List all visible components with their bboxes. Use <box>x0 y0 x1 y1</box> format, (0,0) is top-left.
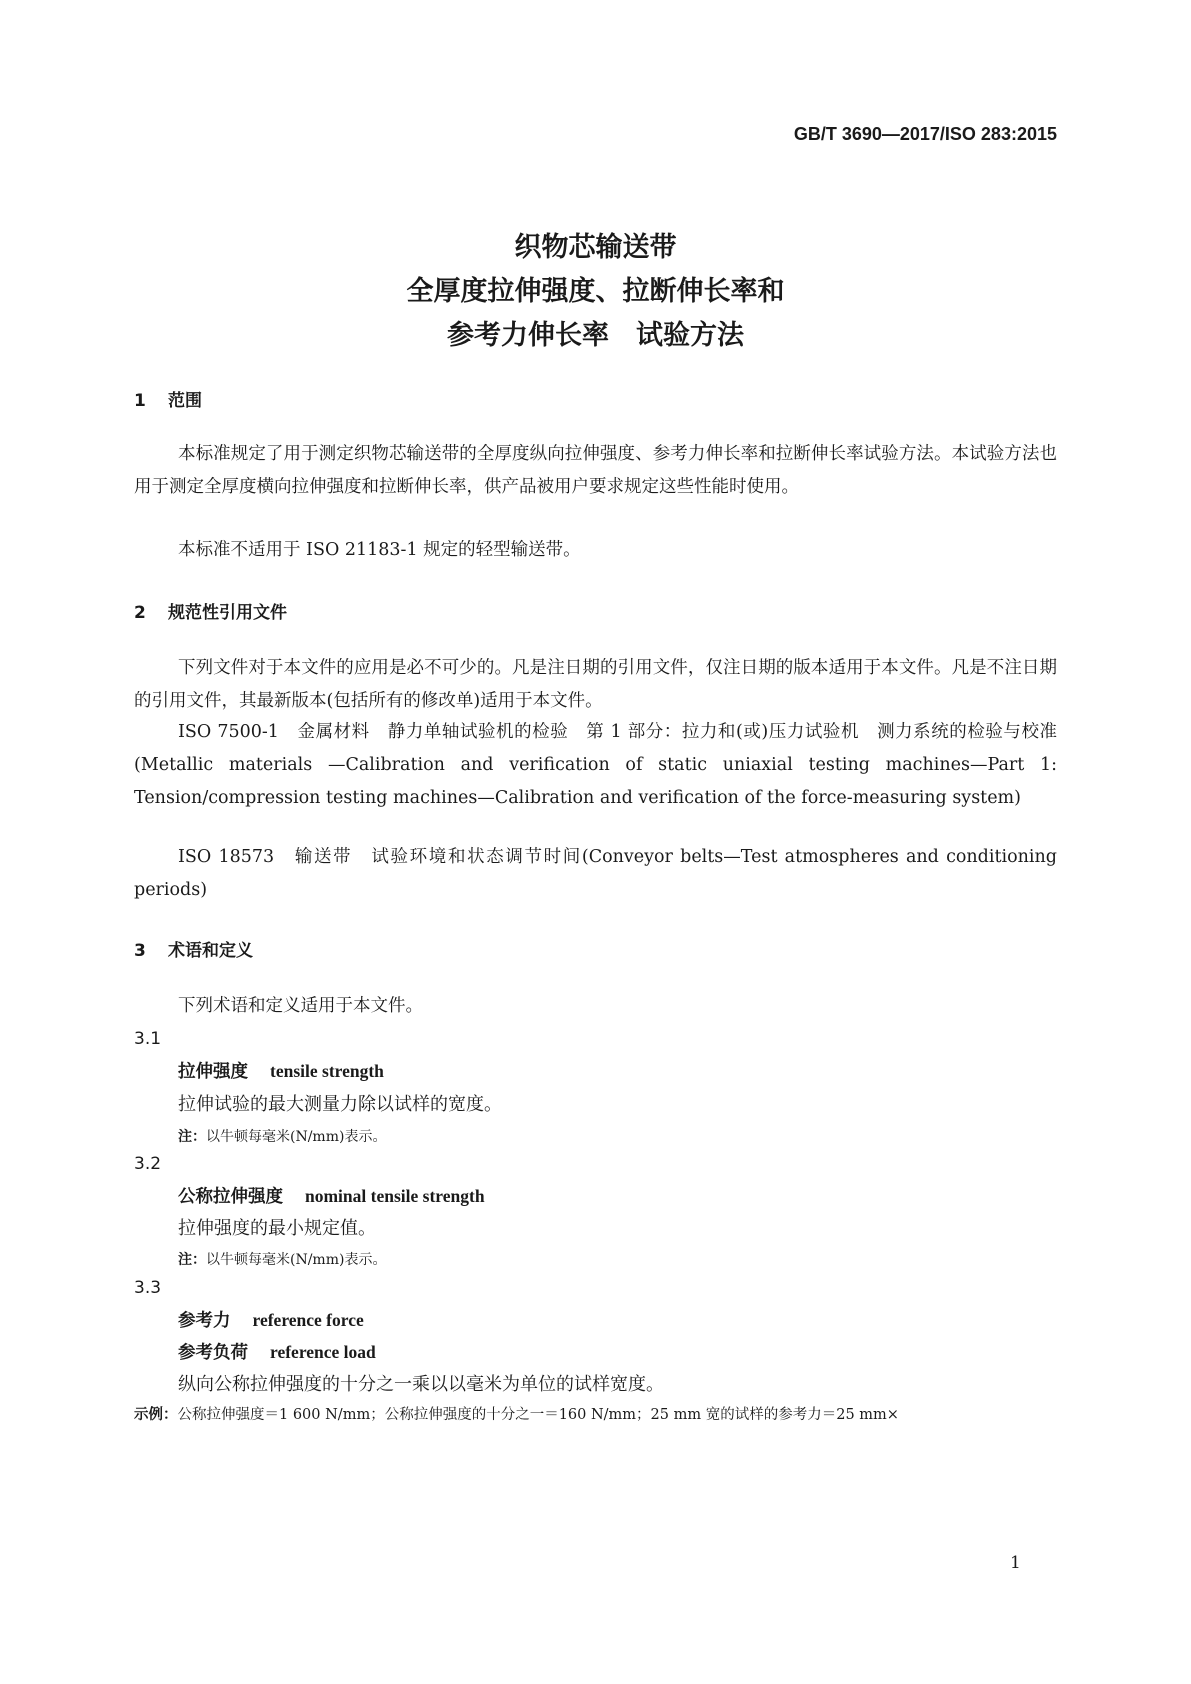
section-1-number: 1 <box>134 391 146 411</box>
section-3-heading <box>134 936 253 961</box>
term-3-1-english: tensile strength <box>270 1061 384 1081</box>
section-1-heading <box>134 386 202 411</box>
section-2-heading <box>134 598 287 623</box>
term-3-1-note <box>178 1126 386 1146</box>
term-3-3-synonym-chinese: 参考负荷 <box>178 1343 248 1363</box>
note-label: 注： <box>178 1252 206 1268</box>
section-3-number: 3 <box>134 941 146 961</box>
term-3-1 <box>178 1058 384 1083</box>
term-3-1-number: 3.1 <box>134 1029 162 1049</box>
section-2-title: 规范性引用文件 <box>168 603 287 623</box>
standard-code-header: GB/T 3690—2017/ISO 283:2015 <box>793 124 1057 144</box>
term-3-3-number: 3.3 <box>134 1278 162 1298</box>
term-3-3-chinese: 参考力 <box>178 1311 231 1331</box>
section-1-paragraph-2: 本标准不适用于 ISO 21183-1 规定的轻型输送带。 <box>178 540 581 560</box>
section-2-number: 2 <box>134 603 146 623</box>
section-2-paragraph-1: 下列文件对于本文件的应用是必不可少的。凡是注日期的引用文件，仅注日期的版本适用于本文件。凡是不注日期的引用文件，其最新版本(包括所有的修改单)适用于本文件。 <box>134 658 1057 711</box>
example-text: 公称拉伸强度＝1 600 N/mm；公称拉伸强度的十分之一＝160 N/mm；25 mm 宽的试样的参考力＝25 mm× <box>177 1407 899 1423</box>
term-3-1-chinese: 拉伸强度 <box>178 1062 248 1082</box>
term-3-3-english: reference force <box>252 1310 364 1330</box>
note-label: 注： <box>178 1129 206 1145</box>
normative-reference-iso-7500-1: ISO 7500-1 金属材料 静力单轴试验机的检验 第 1 部分：拉力和(或)压力试验机 测力系统的检验与校准(Metallic materials —Calibration and verification of static uniaxial testing machines—Part 1: Tension/compression testing machines—Calibration and verification of the force-measuring system) <box>134 722 1057 808</box>
title-line-1: 织物芯输送带 <box>514 232 677 263</box>
term-3-2-definition: 拉伸强度的最小规定值。 <box>178 1218 376 1239</box>
term-3-2-english: nominal tensile strength <box>305 1186 485 1206</box>
term-3-3 <box>178 1307 364 1332</box>
term-3-2-number: 3.2 <box>134 1154 162 1174</box>
term-3-2-chinese: 公称拉伸强度 <box>178 1187 283 1207</box>
note-text: 以牛顿每毫米(N/mm)表示。 <box>206 1252 387 1268</box>
document-title <box>0 226 1191 358</box>
normative-reference-iso-18573: ISO 18573 输送带 试验环境和状态调节时间(Conveyor belts—Test atmospheres and conditioning periods) <box>134 847 1057 900</box>
section-3-title: 术语和定义 <box>168 941 253 961</box>
title-line-2: 全厚度拉伸强度、拉断伸长率和 <box>406 276 785 307</box>
term-3-2-note <box>178 1249 386 1269</box>
note-text: 以牛顿每毫米(N/mm)表示。 <box>206 1129 387 1145</box>
section-1-title: 范围 <box>168 391 202 411</box>
term-3-3-definition: 纵向公称拉伸强度的十分之一乘以以毫米为单位的试样宽度。 <box>178 1374 664 1395</box>
title-line-3: 参考力伸长率 试验方法 <box>447 320 744 351</box>
term-3-2 <box>178 1183 485 1208</box>
term-3-3-synonym-english: reference load <box>270 1342 376 1362</box>
example-label: 示例： <box>134 1407 178 1423</box>
term-3-3-synonym <box>178 1339 376 1364</box>
section-1-paragraph-1: 本标准规定了用于测定织物芯输送带的全厚度纵向拉伸强度、参考力伸长率和拉断伸长率试验方法。本试验方法也用于测定全厚度横向拉伸强度和拉断伸长率，供产品被用户要求规定这些性能时使用。 <box>134 444 1057 497</box>
term-3-3-example <box>134 1403 1057 1424</box>
section-3-intro: 下列术语和定义适用于本文件。 <box>178 996 423 1016</box>
page-number: 1 <box>1010 1553 1021 1573</box>
term-3-1-definition: 拉伸试验的最大测量力除以试样的宽度。 <box>178 1094 502 1115</box>
